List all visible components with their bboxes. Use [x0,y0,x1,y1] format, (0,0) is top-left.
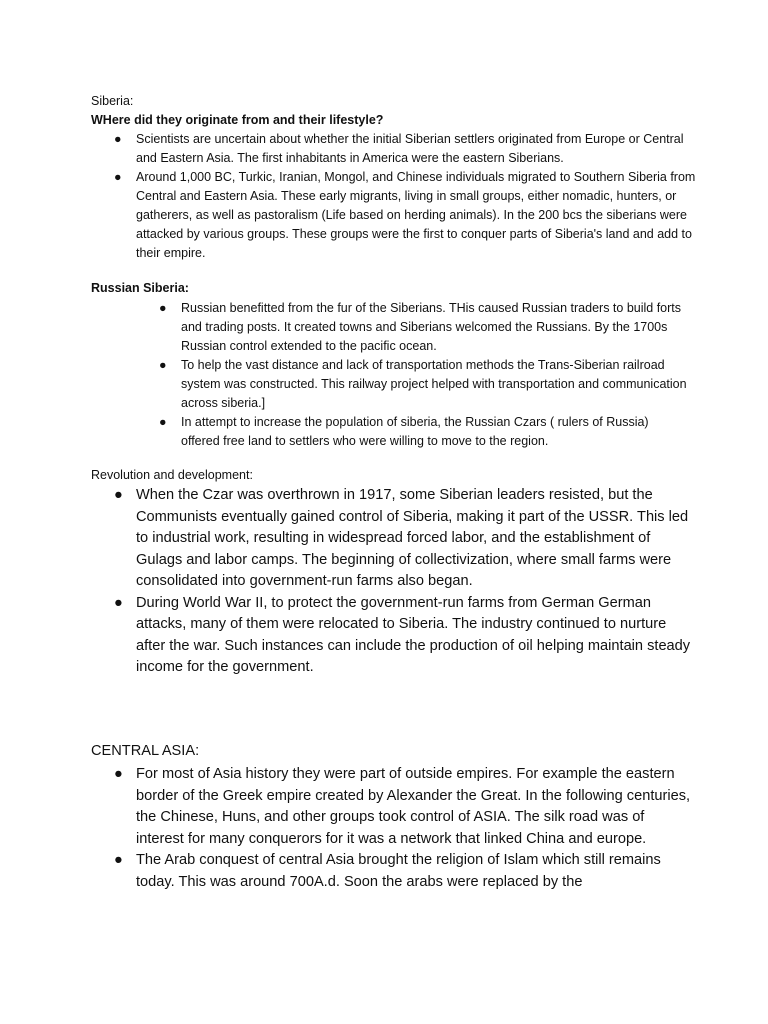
section-heading-russian-siberia: Russian Siberia: [91,281,189,295]
revolution-bullet-list [114,485,696,679]
bullet-icon: ● [114,132,122,146]
list-item [159,413,689,451]
siberia-subheading: WHere did they originate from and their lifestyle? [91,113,384,127]
bullet-icon: ● [114,594,123,611]
bullet-icon: ● [114,852,123,868]
list-item-text: For most of Asia history they were part of outside empires. For example the eastern border of the Greek empire created by Alexander the Great. In the following centuries, the Chinese, Huns, and other groups took control of ASIA. The silk road was of interest for many conquerors for it was a network that linked China and europe. [136,766,691,847]
central-asia-bullet-list [114,764,696,893]
list-item-text: To help the vast distance and lack of transportation methods the Trans-Siberian railroad system was constructed. This railway project helped with transportation and communication across siberia.] [181,358,687,410]
list-item [114,168,696,263]
list-item [159,299,689,356]
bullet-icon: ● [114,487,123,503]
section-heading-revolution: Revolution and development: [91,468,253,482]
list-item-text: Russian benefitted from the fur of the Siberians. THis caused Russian traders to build forts and trading posts. It created towns and Siberians welcomed the Russians. By the 1700s Russian control extended to the pacific ocean. [181,301,682,353]
list-item-text: When the Czar was overthrown in 1917, some Siberian leaders resisted, but the Communists eventually gained control of Siberia, making it part of the USSR. This led to industrial work, resulting in widespread forced labor, and the establishment of Gulags and labor camps. The beginning of collectivization, where small farms were consolidated into government-run farms also began. [136,487,689,589]
bullet-icon: ● [114,170,122,184]
bullet-icon: ● [159,301,167,315]
list-item-text: The Arab conquest of central Asia brought the religion of Islam which still remains today. This was around 700A.d. Soon the arabs were replaced by the [136,852,661,890]
list-item [114,130,696,168]
bullet-icon: ● [159,358,167,372]
section-heading-central-asia: CENTRAL ASIA: [91,743,200,759]
list-item-text: Around 1,000 BC, Turkic, Iranian, Mongol, and Chinese individuals migrated to Southern Siberia from Central and Eastern Asia. These early migrants, living in small groups, either nomadic, hunters, or gatherers, as well as pastoralism (Life based on herding animals). In the 200 bcs the siberians were attacked by various groups. These groups were the first to conquer parts of Siberia's land and add to their empire. [136,170,696,260]
section-heading-siberia: Siberia: [91,94,134,108]
list-item [114,485,696,593]
list-item [114,593,696,679]
list-item [114,850,696,893]
list-item-text: During World War II, to protect the government-run farms from German German attacks, many of them were relocated to Siberia. The industry continued to nurture after the war. Such instances can include the production of oil helping maintain steady income for the government. [136,594,691,675]
russian-siberia-bullet-list [159,299,689,451]
list-item-text: Scientists are uncertain about whether the initial Siberian settlers originated from Europe or Central and Eastern Asia. The first inhabitants in America were the eastern Siberians. [136,132,684,165]
list-item [159,356,689,413]
siberia-bullet-list [114,130,696,263]
bullet-icon: ● [159,415,167,429]
list-item [114,764,696,850]
bullet-icon: ● [114,766,123,782]
list-item-text: In attempt to increase the population of siberia, the Russian Czars ( rulers of Russia) offered free land to settlers who were willing to move to the region. [181,415,649,448]
